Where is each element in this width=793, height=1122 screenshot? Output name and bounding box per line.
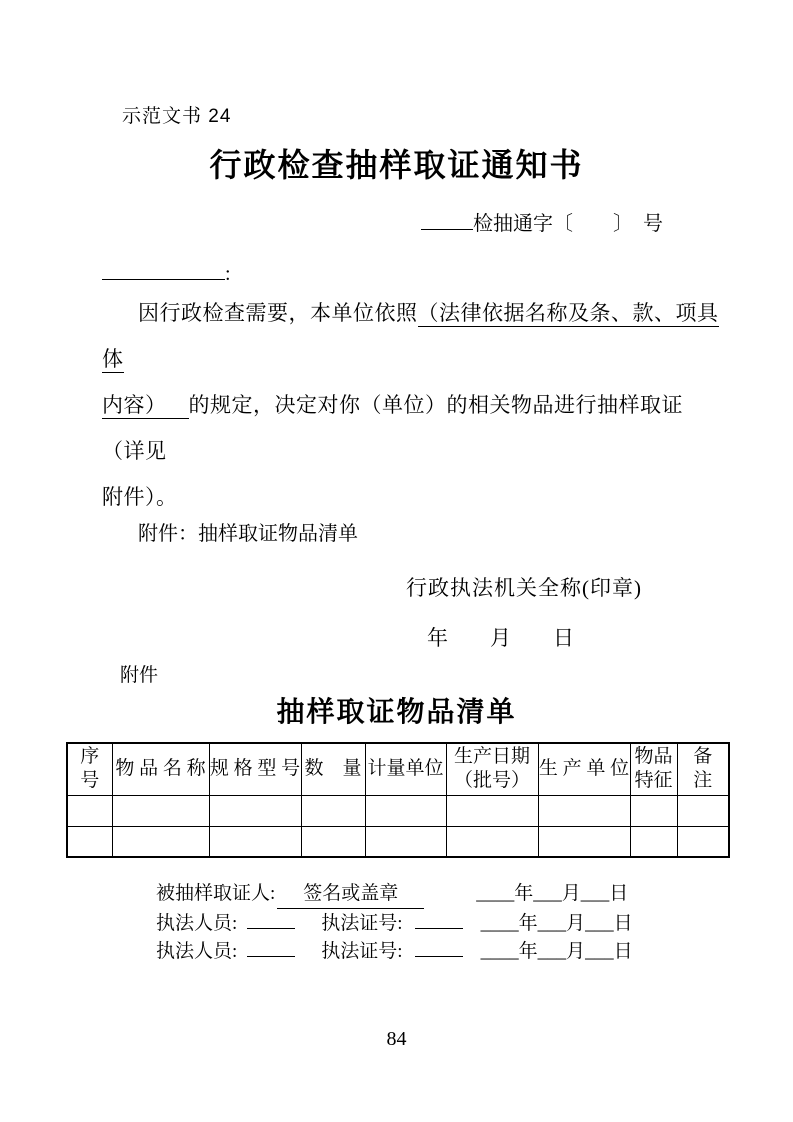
table-cell [301,795,365,826]
col-header-unit: 计量单位 [365,743,446,795]
table-cell [677,795,729,826]
table-cell [538,795,630,826]
attachment-label: 附件 [120,665,159,686]
col-header-production-date: 生产日期 （批号） [446,743,538,795]
col-header-quantity: 数 量 [301,743,365,795]
signee-date-blank: ____年___月___日 [476,883,629,904]
legal-basis-underline: （法律依据名称及条、款、项具体 [102,301,719,371]
legal-basis-underline: 内容） [102,393,189,419]
ref-number-line [0,210,793,238]
officer-label: 执法人员: [156,941,238,962]
col-header-remarks: 备 注 [677,743,729,795]
issue-date-line: 年 月 日 [427,626,574,650]
table-cell [630,795,677,826]
page-number: 84 [386,1028,407,1050]
cert-number-label: 执法证号: [321,913,403,934]
officer-line-2 [156,937,793,965]
table-cell [112,826,209,857]
addressee-line [102,260,793,288]
paragraph-text: 的规定，决定对你（单位）的相关物品进行抽样取证（详见 [102,393,683,463]
signee-line [156,880,793,909]
paragraph-line-1 [102,290,723,382]
signature-block [156,880,793,965]
paragraph-line-2 [102,382,723,474]
col-header-item-features: 物品 特征 [630,743,677,795]
table-cell [365,826,446,857]
table-cell [365,795,446,826]
col-header-producer: 生 产 单 位 [538,743,630,795]
paragraph-text: 因行政检查需要，本单位依照 [138,301,418,325]
appendix-title: 抽样取证物品清单 [276,697,517,728]
attachment-note: 附件：抽样取证物品清单 [138,523,358,545]
table-cell [67,795,112,826]
body-paragraph [102,290,723,520]
col-header-serial: 序 号 [67,743,112,795]
table-cell [112,795,209,826]
paragraph-line-3 [102,474,723,520]
officer-date-blank: ____年___月___日 [480,913,633,934]
officer-name-blank [247,937,295,957]
ref-number-blank [421,210,473,230]
table-cell [67,826,112,857]
table-row [67,795,729,826]
col-header-item-name: 物 品 名 称 [112,743,209,795]
items-table [66,742,730,858]
officer-name-blank [247,909,295,929]
cert-number-blank [415,937,463,957]
table-cell [209,795,301,826]
officer-line-1 [156,909,793,937]
issuer-line: 行政执法机关全称(印章) [406,576,642,600]
table-row [67,826,729,857]
signee-label: 被抽样取证人: [156,883,276,904]
ref-number-text: 检抽通字〔 〕 号 [473,213,663,235]
table-cell [538,826,630,857]
addressee-blank [102,260,225,280]
table-header-row [67,743,729,795]
officer-date-blank: ____年___月___日 [480,941,633,962]
table-cell [446,795,538,826]
table-cell [630,826,677,857]
document-title: 行政检查抽样取证通知书 [209,147,584,183]
officer-label: 执法人员: [156,913,238,934]
cert-number-blank [415,909,463,929]
table-cell [446,826,538,857]
doc-label: 示范文书 24 [122,106,232,127]
table-cell [209,826,301,857]
cert-number-label: 执法证号: [321,941,403,962]
addressee-colon: : [225,263,231,285]
sign-or-seal-hint: 签名或盖章 [277,880,424,909]
col-header-spec-model: 规 格 型 号 [209,743,301,795]
table-cell [301,826,365,857]
paragraph-text: 附件）。 [102,485,178,509]
table-cell [677,826,729,857]
